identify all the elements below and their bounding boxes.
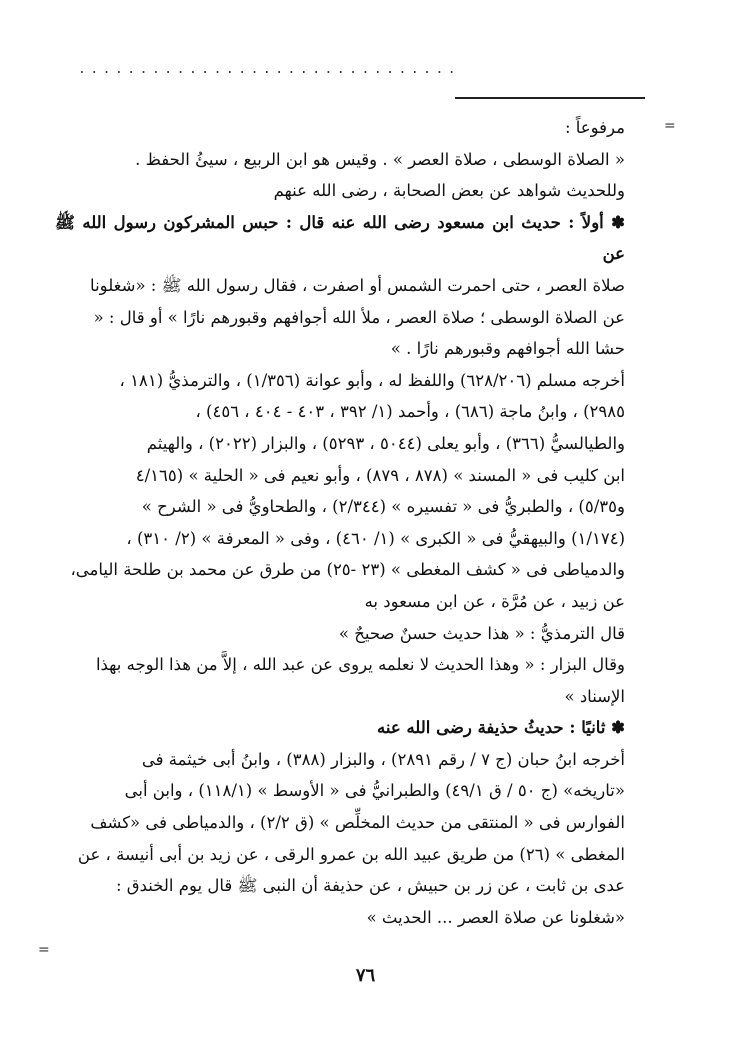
text-line: الإسناد » [564, 686, 625, 706]
text-line: وقال البزار : « وهذا الحديث لا نعلمه يروى عن عبد الله ، إلاَّ من هذا الوجه بهذا [95, 655, 625, 675]
text-line: «شغلونا عن صلاة العصر ... الحديث » [366, 907, 625, 927]
page-number: ٧٦ [355, 965, 376, 986]
text-line: قال الترمذيُّ : « هذا حديث حسنٌ صحيحٌ » [338, 623, 625, 643]
text-line: صلاة العصر ، حتى احمرت الشمس أو اصفرت ، فقال رسول الله ﷺ : «شغلونا [90, 275, 625, 295]
text-line: (١/١٧٤) والبيهقيُّ فى « الكبرى » (١/ ٤٦٠) ، وفى « المعرفة » (٢/ ٣١٠) ، [126, 528, 625, 548]
section-heading-first: ✽ أولاً : حديث ابن مسعود رضى الله عنه قال : حبس المشركون رسول الله ﷺ عن [55, 212, 625, 264]
text-line: وللحديث شواهد عن بعض الصحابة ، رضى الله عنهم [273, 181, 625, 201]
margin-mark-bottom: = [38, 942, 50, 958]
text-line: أخرجه ابنُ حبان (ج ٧ / رقم ٢٨٩١) ، والبزار (٣٨٨) ، وابنُ أبى خيثمة فى [141, 749, 625, 769]
text-line: المغطى » (٢٦) من طريق عبيد الله بن عمرو الرقى ، عن زيد بن أبى أنيسة ، عن [77, 844, 625, 864]
text-line: « الصلاة الوسطى ، صلاة العصر » . وقيس هو ابن الربيع ، سيئُ الحفظ . [135, 149, 625, 169]
text-line: عن الصلاة الوسطى ؛ صلاة العصر ، ملأ الله أجوافهم وقبورهم نارًا » أو قال : « [93, 307, 625, 327]
page-body [55, 112, 625, 933]
text-line: عدى بن ثابت ، عن زر بن حبيش ، عن حذيفة أن النبى ﷺ قال يوم الخندق : [116, 876, 625, 896]
margin-mark-top: = [664, 118, 676, 134]
text-line: أخرجه مسلم (٦٢٨/٢٠٦) واللفظ له ، وأبو عوانة (١/٣٥٦) ، والترمذيُّ (١٨١ ، [119, 370, 625, 390]
text-line: مرفوعاً : [564, 118, 625, 137]
text-line: الفوارس فى « المنتقى من حديث المخلِّص » (ق ٢/٢) ، والدمياطى فى «كشف [90, 813, 625, 833]
text-line: ٢٩٨٥) ، وابنُ ماجة (٦٨٦) ، وأحمد (١/ ٣٩٢ ، ٤٠٣ - ٤٠٤ ، ٤٥٦) ، [195, 402, 625, 422]
text-line: والدمياطى فى « كشف المغطى » (٢٣ -٢٥) من طرق عن محمد بن طلحة اليامى، [70, 560, 625, 580]
text-line: و٥/٣٥) ، والطبريُّ فى « تفسيره » (٢/٣٤٤) ، والطحاويُّ فى « الشرح » [141, 497, 625, 517]
section-heading-second: ✽ ثانيًا : حديثُ حذيفة رضى الله عنه [377, 718, 625, 738]
text-line: «تاريخه» (ج ٥٠ / ق ٤٩/١) والطبرانيُّ فى « الأوسط » (١١٨/١) ، وابن أبى [124, 781, 625, 801]
footnote-rule [455, 97, 645, 99]
text-line: حشا الله أجوافهم وقبورهم نارًا . » [390, 339, 625, 359]
text-line: عن زبيد ، عن مُرَّة ، عن ابن مسعود به [364, 591, 625, 611]
dotted-separator: ............................... [78, 62, 461, 77]
text-line: والطيالسيُّ (٣٦٦) ، وأبو يعلى (٥٠٤٤ ، ٥٢٩٣) ، والبزار (٢٠٢٢) ، والهيثم [146, 433, 625, 453]
text-line: ابن كليب فى « المسند » (٨٧٨ ، ٨٧٩) ، وأبو نعيم فى « الحلية » (٤/١٦٥ [135, 465, 625, 485]
